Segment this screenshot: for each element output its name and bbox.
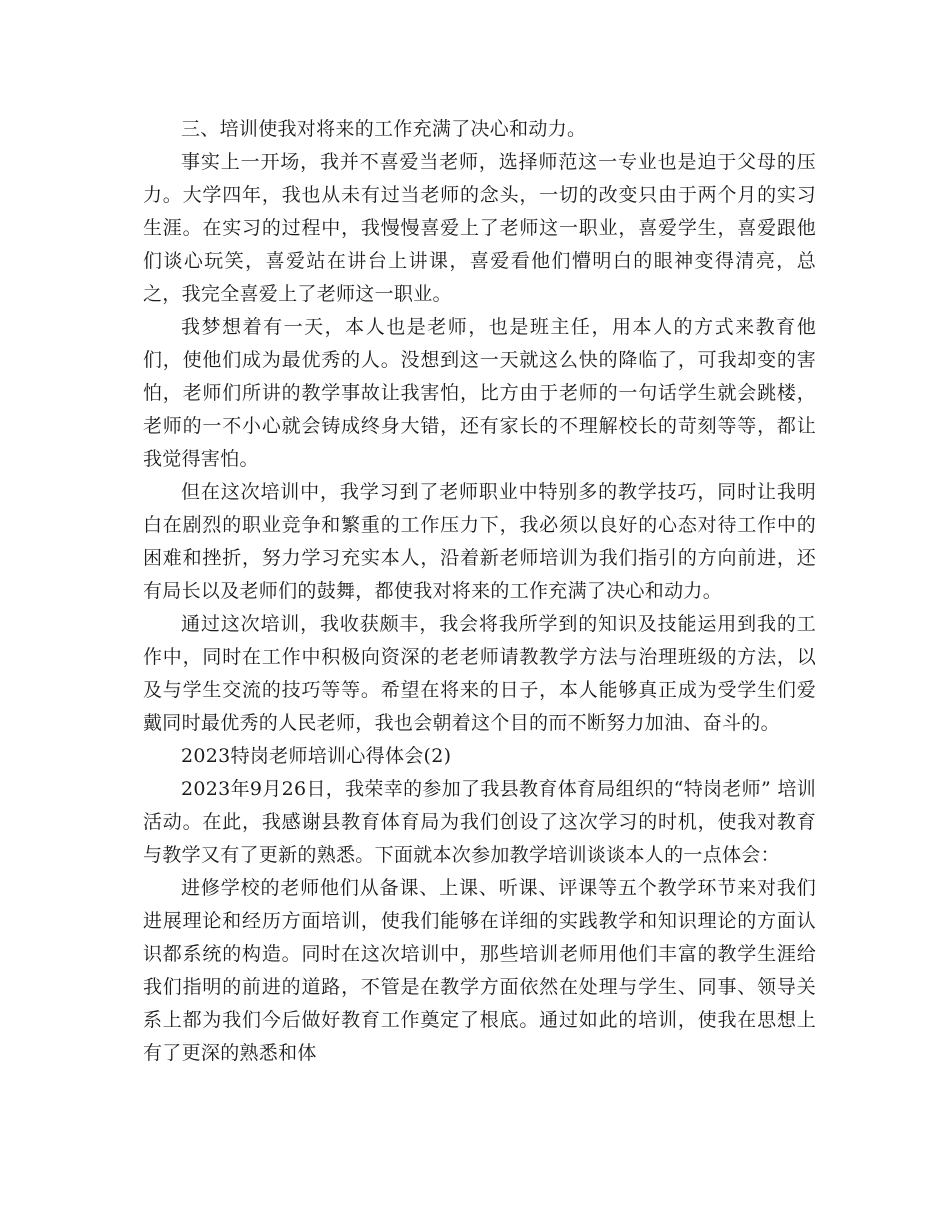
paragraph: 但在这次培训中，我学习到了老师职业中特别多的教学技巧，同时让我明白在剧烈的职业竞争和繁重的工作压力下，我必须以良好的心态对待工作中的困难和挫折，努力学习充实本人，沿着新老师培训为我们指引的方向前进，还有局长以及老师们的鼓舞，都使我对将来的工作充满了决心和动力。 <box>143 481 816 602</box>
article-title: 2023特岗老师培训心得体会(2) <box>181 745 452 767</box>
section-heading: 三、培训使我对将来的工作充满了决心和动力。 <box>181 118 587 140</box>
paragraph: 我梦想着有一天，本人也是老师，也是班主任，用本人的方式来教育他们，使他们成为最优秀的人。没想到这一天就这么快的降临了，可我却变的害怕，老师们所讲的教学事故让我害怕，比方由于老师的一句话学生就会跳楼，老师的一不小心就会铸成终身大错，还有家长的不理解校长的苛刻等等，都让我觉得害怕。 <box>143 316 816 470</box>
paragraph: 事实上一开场，我并不喜爱当老师，选择师范这一专业也是迫于父母的压力。大学四年，我也从未有过当老师的念头，一切的改变只由于两个月的实习生涯。在实习的过程中，我慢慢喜爱上了老师这一职业，喜爱学生，喜爱跟他们谈心玩笑，喜爱站在讲台上讲课，喜爱看他们懵明白的眼神变得清亮，总之，我完全喜爱上了老师这一职业。 <box>143 151 816 305</box>
paragraph: 进修学校的老师他们从备课、上课、听课、评课等五个教学环节来对我们进展理论和经历方面培训，使我们能够在详细的实践教学和知识理论的方面认识都系统的构造。同时在这次培训中，那些培训老师用他们丰富的教学生涯给我们指明的前进的道路，不管是在教学方面依然在处理与学生、同事、领导关系上都为我们今后做好教育工作奠定了根底。通过如此的培训，使我在思想上有了更深的熟悉和体 <box>143 877 816 1064</box>
paragraph: 2023年9月26日，我荣幸的参加了我县教育体育局组织的“特岗老师” 培训活动。在此，我感谢县教育体育局为我们创设了这次学习的时机，使我对教育与教学又有了更新的熟悉。下面就本次参加教学培训谈谈本人的一点体会： <box>143 778 816 866</box>
document-body <box>143 113 816 1070</box>
paragraph: 通过这次培训，我收获颇丰，我会将我所学到的知识及技能运用到我的工作中，同时在工作中积极向资深的老老师请教教学方法与治理班级的方法，以及与学生交流的技巧等等。希望在将来的日子，本人能够真正成为受学生们爱戴同时最优秀的人民老师，我也会朝着这个目的而不断努力加油、奋斗的。 <box>143 613 816 734</box>
